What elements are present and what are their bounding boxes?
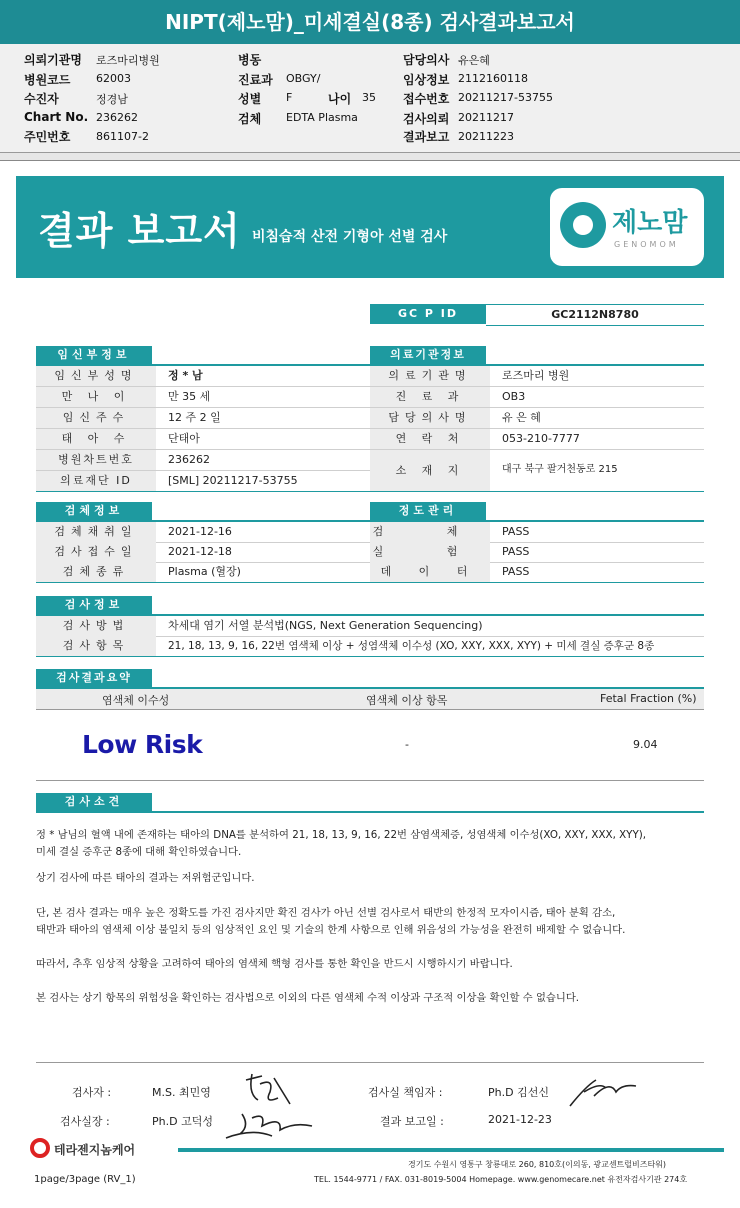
- signature-rule: [36, 1062, 704, 1063]
- hdr-label: 검사의뢰: [403, 112, 450, 126]
- banner-subtitle: 비침습적 산전 기형아 선별 검사: [252, 229, 448, 245]
- banner-title: 결과 보고서: [38, 209, 241, 253]
- row-value: [SML] 20211217-53755: [168, 474, 298, 487]
- col-abnormal-item: 염색체 이상 항목: [366, 694, 448, 707]
- info-row: [370, 387, 704, 408]
- row-value: PASS: [502, 525, 530, 538]
- qc-section-tab: 정도관리: [370, 502, 486, 520]
- row-label: 연 락 처: [370, 429, 490, 449]
- gcp-value: GC2112N8780: [486, 304, 704, 326]
- hdr-value: 정경남: [96, 93, 128, 106]
- lab-head-signature: [566, 1072, 642, 1112]
- info-row: [36, 429, 370, 450]
- col-aneuploidy: 염색체 이수성: [102, 694, 170, 707]
- row-label: 만 나 이: [36, 387, 156, 407]
- row-value: PASS: [502, 565, 530, 578]
- row-value: 로즈마리 병원: [502, 369, 570, 382]
- gcp-label: GC P ID: [370, 304, 486, 324]
- row-value: 차세대 염기 서열 분석법(NGS, Next Generation Sequencing): [168, 619, 483, 632]
- hdr-value: 62003: [96, 72, 131, 85]
- abnormal-item-value: -: [405, 738, 409, 751]
- row-value: 유 은 혜: [502, 411, 541, 424]
- manager-label: 검사실장 :: [60, 1115, 110, 1128]
- row-label: 임신주수: [36, 408, 156, 428]
- row-label: 병원차트번호: [36, 450, 156, 470]
- hdr-value: 2112160118: [458, 72, 528, 85]
- info-row: [36, 450, 370, 471]
- info-row: [370, 522, 704, 543]
- test-section-tab: 검사정보: [36, 596, 152, 614]
- hdr-label: 병원코드: [24, 73, 71, 87]
- row-label: 임신부성명: [36, 366, 156, 386]
- col-fetal-fraction: Fetal Fraction (%): [600, 692, 697, 705]
- low-risk-result: Low Risk: [82, 730, 203, 759]
- hdr-label: Chart No.: [24, 110, 89, 124]
- specimen-section-tab: 검체정보: [36, 502, 152, 520]
- row-label: 진 료 과: [370, 387, 490, 407]
- fetal-fraction-value: 9.04: [633, 738, 658, 751]
- company-logo-icon: [30, 1138, 50, 1158]
- row-label: 검사접수일: [36, 542, 156, 562]
- hdr-value: 861107-2: [96, 130, 149, 143]
- row-value: 236262: [168, 453, 210, 466]
- manager-signature: [222, 1108, 318, 1146]
- finding-line: 상기 검사에 따른 태아의 결과는 저위험군입니다.: [36, 872, 255, 884]
- row-label: 검체종류: [36, 562, 156, 582]
- footer-address: 경기도 수원시 영통구 창룡대로 260, 810호(이의동, 광교센트럴비즈타워): [408, 1160, 667, 1169]
- row-label: 의료재단 ID: [36, 471, 156, 491]
- info-row: [370, 450, 704, 492]
- row-label: 소 재 지: [370, 450, 490, 491]
- finding-line: 본 검사는 상기 항목의 위험성을 확인하는 검사법으로 이외의 다른 염색체 수적 이상과 구조적 이상을 확인할 수 없습니다.: [36, 992, 580, 1004]
- row-label: 데 이 터: [370, 562, 490, 582]
- page-number: 1page/3page (RV_1): [34, 1174, 136, 1185]
- row-label: 검사항목: [36, 636, 156, 656]
- row-label: 실 험: [370, 542, 490, 562]
- hdr-label: 성별: [238, 92, 262, 106]
- logo-eng: GENOMOM: [614, 240, 679, 249]
- hdr-label: 수진자: [24, 92, 59, 106]
- hdr-label: 주민번호: [24, 130, 71, 144]
- hdr-label: 의뢰기관명: [24, 53, 82, 67]
- logo-name: 제노맘: [612, 208, 688, 238]
- hdr-label: 담당의사: [403, 53, 450, 67]
- row-value: 대구 북구 팔거천동로 215: [502, 464, 618, 475]
- hdr-label: 병동: [238, 53, 262, 67]
- row-value: Plasma (혈장): [168, 565, 241, 578]
- info-row: [36, 366, 370, 387]
- tester-signature: [238, 1070, 300, 1110]
- finding-line: 정 * 남님의 혈액 내에 존재하는 태아의 DNA를 분석하여 21, 18, 13, 9, 16, 22번 삼염색체증, 성염색체 이수성(XO, XXY, XXX, XYY),: [36, 829, 647, 841]
- hdr-label: 임상정보: [403, 73, 450, 87]
- info-row: [370, 542, 704, 563]
- manager-name: Ph.D 고덕성: [152, 1115, 213, 1128]
- hdr-value: F: [286, 91, 293, 104]
- hdr-label: 결과보고: [403, 130, 450, 144]
- report-date-label: 결과 보고일 :: [380, 1115, 444, 1128]
- tester-label: 검사자 :: [72, 1086, 112, 1099]
- row-value: PASS: [502, 545, 530, 558]
- row-label: 검 체: [370, 522, 490, 542]
- footer-contact: TEL. 1544-9771 / FAX. 031-8019-5004 Homepage. www.genomecare.net 유전자검사기관 274호: [314, 1175, 688, 1184]
- hdr-label: 나이: [328, 92, 352, 106]
- hdr-value: EDTA Plasma: [286, 111, 358, 124]
- row-value: 단태아: [168, 432, 200, 445]
- hdr-label: 검체: [238, 112, 262, 126]
- info-row: [36, 636, 704, 657]
- finding-line: 단, 본 검사 결과는 매우 높은 정확도를 가진 검사지만 확진 검사가 아닌 선별 검사로서 태반의 한정적 모자이시즘, 태아 분획 감소,: [36, 907, 616, 919]
- row-label: 의료기관명: [370, 366, 490, 386]
- hdr-value: 로즈마리병원: [96, 54, 160, 67]
- info-row: [370, 366, 704, 387]
- report-banner: [16, 176, 724, 278]
- info-row: [36, 408, 370, 429]
- hdr-value: 유은혜: [458, 54, 490, 67]
- report-date: 2021-12-23: [488, 1113, 552, 1126]
- summary-header: [36, 689, 704, 710]
- genomom-logo: [550, 188, 704, 266]
- report-title-bar: [0, 0, 740, 46]
- hdr-value: 20211223: [458, 130, 514, 143]
- hdr-label: 진료과: [238, 73, 273, 87]
- info-row: [370, 408, 704, 429]
- row-value: OB3: [502, 390, 526, 403]
- tester-name: M.S. 최민영: [152, 1086, 211, 1099]
- mother-icon: [560, 202, 606, 248]
- info-row: [370, 429, 704, 450]
- row-label: 검체채취일: [36, 522, 156, 542]
- row-value: 만 35 세: [168, 390, 211, 403]
- hdr-value: 35: [362, 91, 376, 104]
- pregnant-section-tab: 임신부정보: [36, 346, 152, 364]
- company-name: 테라젠지놈케어: [54, 1143, 136, 1157]
- finding-line: 태반과 태아의 염색체 이상 불일치 등의 임상적인 요인 및 기술의 한계 사항으로 인해 위음성의 가능성을 완전히 배제할 수 없습니다.: [36, 924, 626, 936]
- patient-header: [0, 44, 740, 153]
- row-label: 담당의사명: [370, 408, 490, 428]
- section-rule: [36, 811, 704, 813]
- info-row: [36, 387, 370, 408]
- row-value: 2021-12-18: [168, 545, 232, 558]
- hdr-label: 접수번호: [403, 92, 450, 106]
- info-row: [36, 542, 370, 563]
- findings-section-tab: 검사소견: [36, 793, 152, 811]
- report-title: NIPT(제노맘)_미세결실(8종) 검사결과보고서: [165, 10, 575, 34]
- row-value: 2021-12-16: [168, 525, 232, 538]
- footer-rule: [178, 1148, 724, 1152]
- finding-line: 미세 결실 증후군 8종에 대해 확인하였습니다.: [36, 846, 242, 858]
- row-label: 태 아 수: [36, 429, 156, 449]
- row-value: 12 주 2 일: [168, 411, 221, 424]
- hdr-value: 20211217: [458, 111, 514, 124]
- info-row: [36, 471, 370, 492]
- info-row: [370, 562, 704, 583]
- hdr-value: OBGY/: [286, 72, 321, 85]
- hdr-value: 236262: [96, 111, 138, 124]
- info-row: [36, 616, 704, 637]
- row-value: 21, 18, 13, 9, 16, 22번 염색체 이상 + 성염색체 이수성 (XO, XXY, XXX, XYY) + 미세 결실 증후군 8종: [168, 640, 655, 652]
- row-value: 053-210-7777: [502, 432, 580, 445]
- info-row: [36, 562, 370, 583]
- lab-head-label: 검사실 책임자 :: [368, 1086, 443, 1099]
- summary-bottom-rule: [36, 780, 704, 781]
- row-value: 정 * 남: [168, 369, 203, 382]
- finding-line: 따라서, 추후 임상적 상황을 고려하여 태아의 염색체 핵형 검사를 통한 확인을 반드시 시행하시기 바랍니다.: [36, 958, 513, 970]
- summary-section-tab: 검사결과요약: [36, 669, 152, 687]
- header-separator: [0, 153, 740, 161]
- hdr-value: 20211217-53755: [458, 91, 553, 104]
- row-label: 검사방법: [36, 616, 156, 636]
- info-row: [36, 522, 370, 543]
- lab-head-name: Ph.D 김선신: [488, 1086, 549, 1099]
- institution-section-tab: 의료기관정보: [370, 346, 486, 364]
